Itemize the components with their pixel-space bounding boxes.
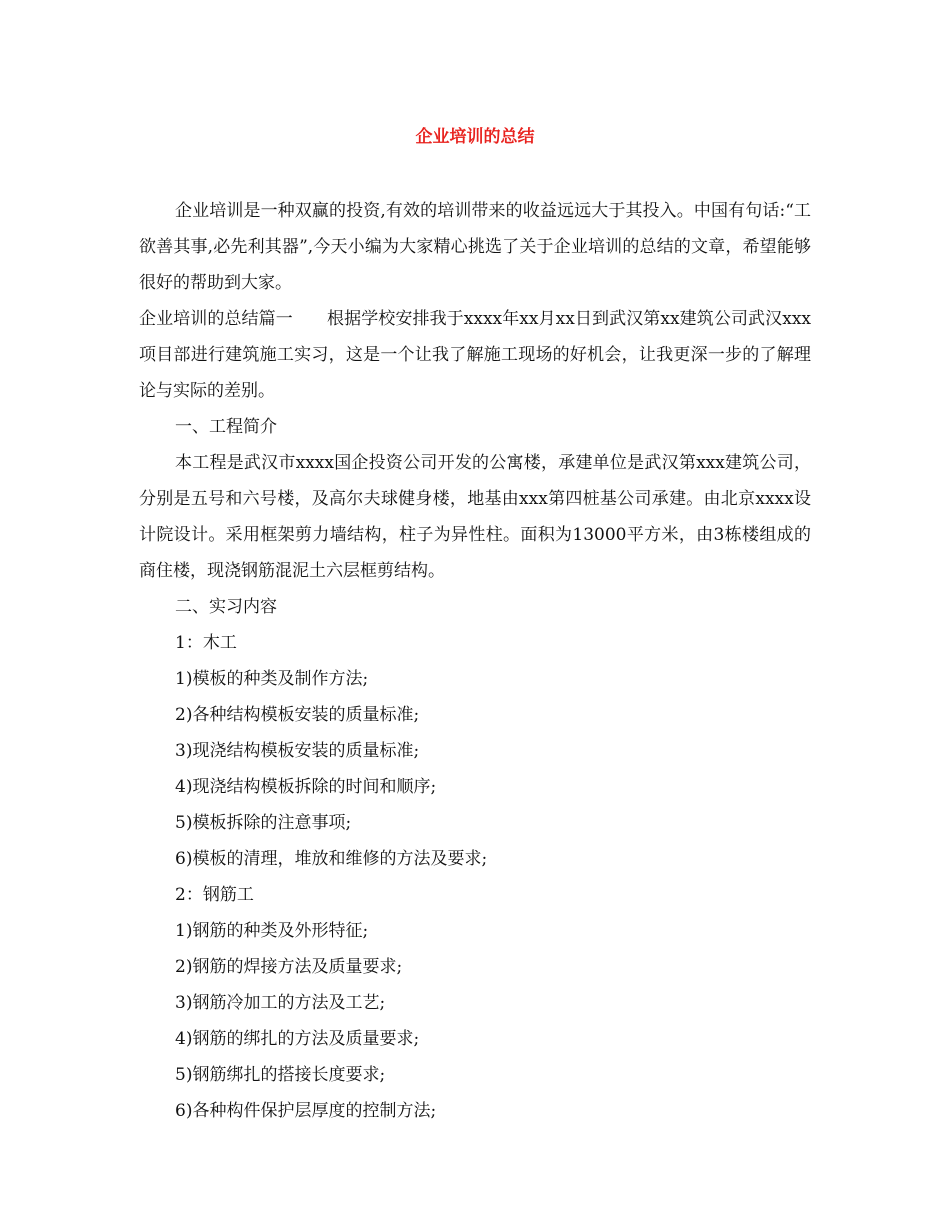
document-body [139,193,811,1129]
list-item: 5)钢筋绑扎的搭接长度要求; [175,1065,386,1085]
list-item: 5)模板拆除的注意事项; [175,813,352,833]
list-item: 4)现浇结构模板拆除的时间和顺序; [175,777,437,797]
list-item: 3)现浇结构模板安装的质量标准; [175,741,420,761]
intro-paragraph: 企业培训是一种双赢的投资,有效的培训带来的收益远远大于其投入。中国有句话:“工欲善其事,必先利其器”,今天小编为大家精心挑选了关于企业培训的总结的文章，希望能够很好的帮助到大家。 [139,201,811,293]
list-item: 6)各种构件保护层厚度的控制方法; [175,1101,437,1121]
project-paragraph: 本工程是武汉市xxxx国企投资公司开发的公寓楼，承建单位是武汉第xxx建筑公司，分别是五号和六号楼，及高尔夫球健身楼，地基由xxx第四桩基公司承建。由北京xxxx设计院设计。采用框架剪力墙结构，柱子为异性柱。面积为13000平方米，由3栋楼组成的商住楼，现浇钢筋混泥土六层框剪结构。 [139,453,811,581]
list-item: 2)各种结构模板安装的质量标准; [175,705,420,725]
list-item: 1)钢筋的种类及外形特征; [175,921,369,941]
list-item: 6)模板的清理，堆放和维修的方法及要求; [175,849,488,869]
document-title: 企业培训的总结 [415,127,535,147]
list-item: 3)钢筋冷加工的方法及工艺; [175,993,386,1013]
section-heading: 二、实习内容 [175,597,277,617]
list-item: 2)钢筋的焊接方法及质量要求; [175,957,403,977]
section-heading: 一、工程简介 [175,417,277,437]
list-item: 1)模板的种类及制作方法; [175,669,369,689]
list-item: 4)钢筋的绑扎的方法及质量要求; [175,1029,420,1049]
subsection-heading: 2：钢筋工 [175,885,254,905]
subsection-heading: 1：木工 [175,633,237,653]
section-paragraph: 企业培训的总结篇一 根据学校安排我于xxxx年xx月xx日到武汉第xx建筑公司武汉xxx项目部进行建筑施工实习，这是一个让我了解施工现场的好机会，让我更深一步的了解理论与实际的差别。 [139,309,811,401]
